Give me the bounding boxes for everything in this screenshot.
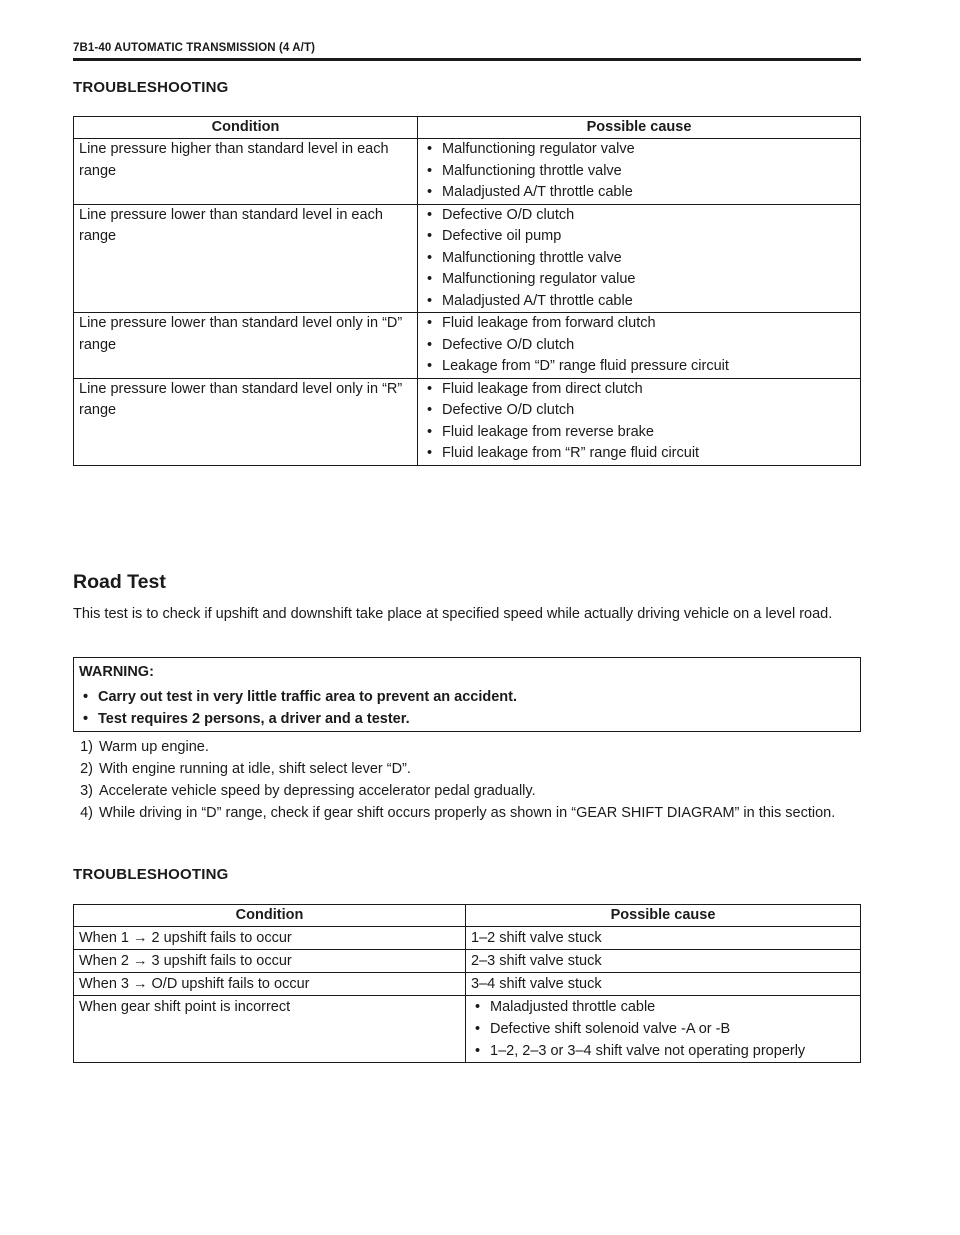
table-row	[74, 996, 861, 1063]
cause-cell	[418, 313, 861, 379]
step-number: 2)	[80, 761, 93, 777]
warning-title: WARNING:	[79, 664, 154, 680]
cause-item: • Maladjusted throttle cable	[471, 996, 855, 1018]
condition-cell: Line pressure lower than standard level in each range	[74, 204, 418, 313]
step-text: While driving in “D” range, check if gear shift occurs properly as shown in “GEAR SHIFT DIAGRAM” in this section.	[99, 805, 836, 821]
cause-item: • Defective O/D clutch	[423, 205, 855, 227]
table-row	[74, 378, 861, 465]
step-item	[73, 736, 861, 758]
cause-cell	[466, 996, 861, 1063]
warning-box	[73, 657, 861, 732]
condition-cell: When 2 → 3 upshift fails to occur	[74, 950, 466, 973]
page-header: 7B1-40 AUTOMATIC TRANSMISSION (4 A/T)	[73, 42, 316, 54]
table-row	[74, 950, 861, 973]
cause-item: • Fluid leakage from “R” range fluid circuit	[423, 443, 855, 465]
column-header-possible-cause: Possible cause	[466, 905, 861, 927]
cause-item: • Maladjusted A/T throttle cable	[423, 182, 855, 204]
cause-item: • Malfunctioning throttle valve	[423, 161, 855, 183]
cause-item: • Defective O/D clutch	[423, 335, 855, 357]
step-number: 1)	[80, 739, 93, 755]
cause-item: • Leakage from “D” range fluid pressure circuit	[423, 356, 855, 378]
cause-cell	[418, 204, 861, 313]
table-row	[74, 927, 861, 950]
condition-cell: When 3 → O/D upshift fails to occur	[74, 973, 466, 996]
cause-item: • Defective shift solenoid valve -A or -B	[471, 1018, 855, 1040]
cause-item: • Fluid leakage from reverse brake	[423, 422, 855, 444]
cause-cell	[418, 139, 861, 205]
cause-cell: 2–3 shift valve stuck	[466, 950, 861, 973]
step-text: Warm up engine.	[99, 739, 209, 755]
road-test-heading: Road Test	[73, 571, 166, 593]
section-title-troubleshooting-road-test: TROUBLESHOOTING	[73, 866, 229, 883]
step-item	[73, 802, 861, 824]
cause-item: • Malfunctioning regulator valve	[423, 139, 855, 161]
condition-cell: When 1 → 2 upshift fails to occur	[74, 927, 466, 950]
cause-cell: 1–2 shift valve stuck	[466, 927, 861, 950]
table-row	[74, 973, 861, 996]
section-title-troubleshooting: TROUBLESHOOTING	[73, 79, 229, 96]
step-item	[73, 780, 861, 802]
road-test-intro: This test is to check if upshift and downshift take place at specified speed while actually driving vehicle on a level road.	[73, 606, 833, 622]
condition-cell: Line pressure higher than standard level in each range	[74, 139, 418, 205]
cause-item: • Malfunctioning throttle valve	[423, 248, 855, 270]
step-number: 3)	[80, 783, 93, 799]
cause-item: • 1–2, 2–3 or 3–4 shift valve not operating properly	[471, 1040, 855, 1062]
step-text: Accelerate vehicle speed by depressing accelerator pedal gradually.	[99, 783, 536, 799]
cause-item: • Defective O/D clutch	[423, 400, 855, 422]
step-number: 4)	[80, 805, 93, 821]
cause-cell: 3–4 shift valve stuck	[466, 973, 861, 996]
table-row	[74, 313, 861, 379]
condition-cell: Line pressure lower than standard level only in “D” range	[74, 313, 418, 379]
cause-item: • Malfunctioning regulator value	[423, 269, 855, 291]
troubleshooting-table-line-pressure	[73, 116, 861, 466]
cause-item: • Maladjusted A/T throttle cable	[423, 291, 855, 313]
step-text: With engine running at idle, shift select lever “D”.	[99, 761, 411, 777]
header-rule	[73, 58, 861, 61]
road-test-steps	[73, 736, 861, 824]
column-header-condition: Condition	[74, 117, 418, 139]
condition-cell: When gear shift point is incorrect	[74, 996, 466, 1063]
warning-item: • Test requires 2 persons, a driver and a tester.	[79, 708, 855, 730]
table-header-row	[74, 905, 861, 927]
cause-cell	[418, 378, 861, 465]
troubleshooting-table-gear-shift	[73, 904, 861, 1063]
condition-cell: Line pressure lower than standard level only in “R” range	[74, 378, 418, 465]
column-header-possible-cause: Possible cause	[418, 117, 861, 139]
table-row	[74, 139, 861, 205]
step-item	[73, 758, 861, 780]
cause-item: • Fluid leakage from forward clutch	[423, 313, 855, 335]
cause-item: • Fluid leakage from direct clutch	[423, 379, 855, 401]
cause-item: • Defective oil pump	[423, 226, 855, 248]
table-row	[74, 204, 861, 313]
column-header-condition: Condition	[74, 905, 466, 927]
table-header-row	[74, 117, 861, 139]
warning-item: • Carry out test in very little traffic area to prevent an accident.	[79, 686, 855, 708]
